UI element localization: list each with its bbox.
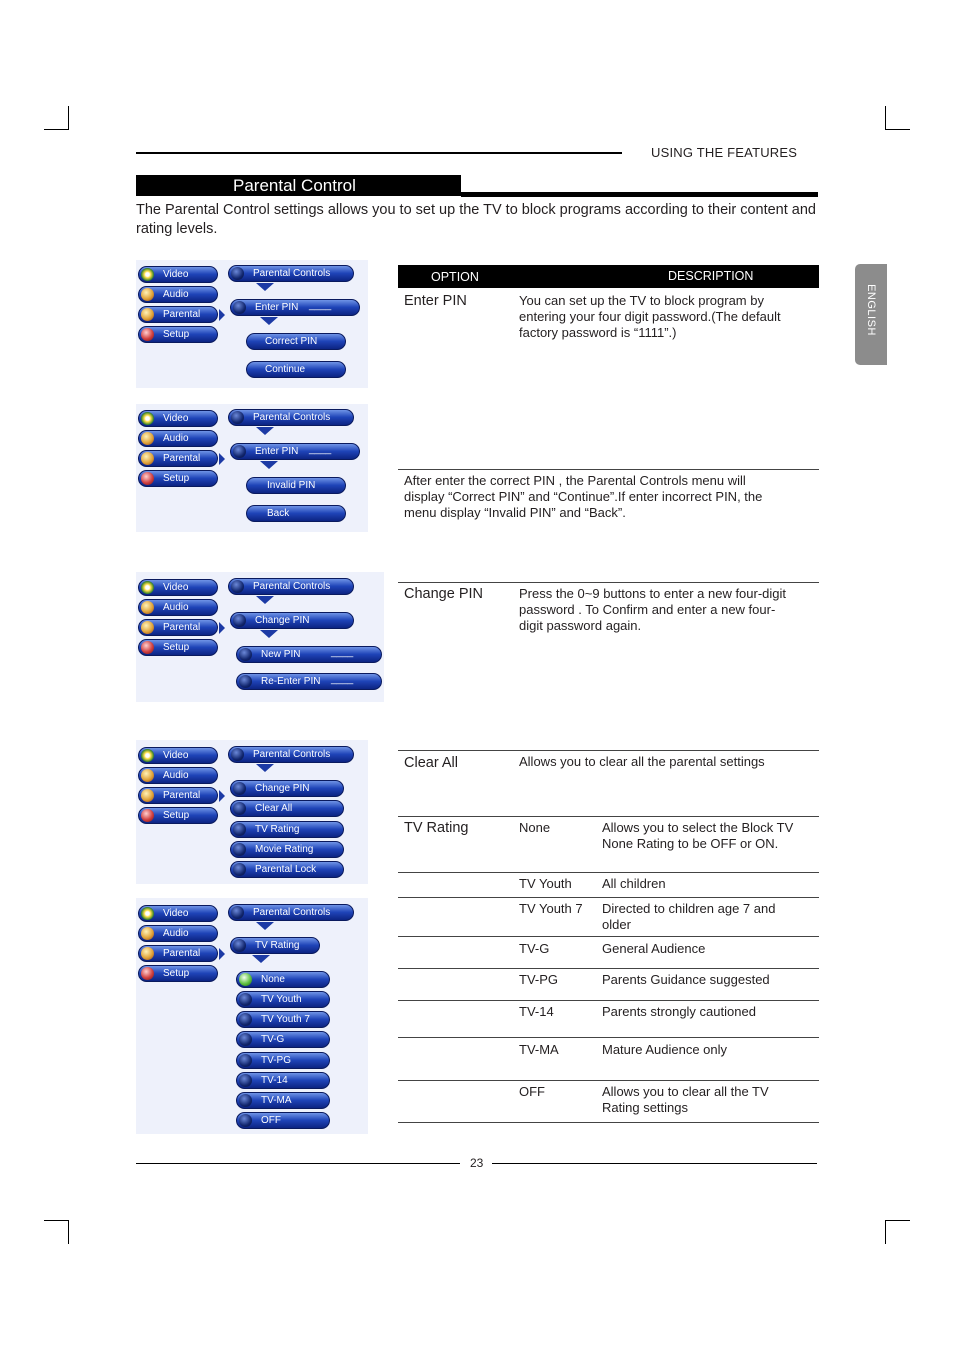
circle-icon [233,782,246,795]
menu-movie-rating: Movie Rating [230,841,344,858]
table-rule [398,750,819,751]
option-tv-rating: TV Rating [404,820,469,836]
menu-setup: Setup [138,807,218,824]
new-pin-field: New PIN ____ [236,646,382,663]
crop-mark [885,129,910,130]
menu-parental-lock: Parental Lock [230,861,344,878]
pin-blank: ____ [309,300,332,311]
rating-name: TV Youth [519,876,572,891]
crop-mark [68,1220,69,1244]
option-clear-all: Clear All [404,755,458,771]
table-rule [398,582,819,583]
circle-icon [239,993,252,1006]
arrow-right-icon [219,453,225,465]
arrow-down-icon [260,317,278,325]
menu-parental: Parental [138,945,218,962]
title-rule [461,192,818,197]
menu-audio: Audio [138,767,218,784]
audio-icon [141,769,154,782]
rating-name: TV-14 [519,1004,554,1019]
re-enter-pin-field: Re-Enter PIN ____ [236,673,382,690]
table-rule [398,1000,819,1001]
column-header-description: DESCRIPTION [668,269,754,283]
rating-off: OFF [236,1112,330,1129]
parental-icon [141,452,154,465]
change-pin-item: Change PIN [230,612,354,629]
rating-none: None [236,971,330,988]
description-enter-pin: You can set up the TV to block program by entering your four digit password.(The default factory password is “1111”.) [519,293,781,340]
table-rule [398,936,819,937]
footer-rule [492,1163,817,1164]
page-title-bar [136,175,461,196]
arrow-down-icon [256,596,274,604]
pin-blank: ____ [309,444,332,455]
table-rule [398,1080,819,1081]
parental-controls-title: Parental Controls [228,904,354,921]
menu-video: Video [138,905,218,922]
osd-enter-pin-invalid [136,404,368,532]
description-clear-all: Allows you to clear all the parental settings [519,754,765,769]
setup-icon [141,809,154,822]
osd-enter-pin-correct [136,260,368,388]
menu-audio: Audio [138,286,218,303]
parental-icon [141,308,154,321]
rating-description: Allows you to clear all the TV Rating settings [602,1084,769,1115]
arrow-right-icon [219,790,225,802]
rating-tv-pg: TV-PG [236,1052,330,1069]
arrow-right-icon [219,309,225,321]
arrow-down-icon [252,955,270,963]
rating-tv-g: TV-G [236,1031,330,1048]
crop-mark [44,1220,69,1221]
circle-icon [239,1033,252,1046]
table-rule [398,1037,819,1038]
arrow-down-icon [260,630,278,638]
menu-audio: Audio [138,430,218,447]
header-rule [136,152,622,154]
menu-setup: Setup [138,965,218,982]
parental-icon [141,947,154,960]
menu-video: Video [138,747,218,764]
language-tab [855,264,887,365]
enter-pin-field: Enter PIN ____ [230,299,360,316]
pin-note: After enter the correct PIN , the Parental Controls menu will display “Correct PIN” and “Continue”.If enter incorrect PIN, the menu display “Invalid PIN” and “Back”. [404,473,763,520]
menu-audio: Audio [138,925,218,942]
setup-icon [141,328,154,341]
osd-parental-menu [136,740,368,884]
video-icon [141,412,154,425]
rating-tv-14: TV-14 [236,1072,330,1089]
menu-setup: Setup [138,326,218,343]
section-heading: USING THE FEATURES [651,145,798,160]
enter-pin-field: Enter PIN ____ [230,443,360,460]
setup-icon [141,967,154,980]
option-change-pin: Change PIN [404,586,483,602]
rating-tv-youth: TV Youth [236,991,330,1008]
menu-video: Video [138,579,218,596]
circle-icon [239,1094,252,1107]
parental-controls-title: Parental Controls [228,265,354,282]
column-header-option: OPTION [431,270,479,284]
invalid-pin-button: Invalid PIN [246,477,346,494]
arrow-right-icon [219,622,225,634]
circle-icon [231,748,244,761]
osd-tv-rating [136,898,368,1134]
page-number: 23 [470,1156,484,1170]
crop-mark [885,1220,886,1244]
pin-blank: ____ [331,647,354,658]
circle-icon [233,614,246,627]
circle-icon [239,1054,252,1067]
continue-button: Continue [246,361,346,378]
circle-icon [239,1074,252,1087]
audio-icon [141,432,154,445]
arrow-down-icon [256,283,274,291]
circle-icon [231,411,244,424]
audio-icon [141,601,154,614]
pin-blank: ____ [331,674,354,685]
menu-video: Video [138,410,218,427]
circle-icon [231,267,244,280]
parental-controls-title: Parental Controls [228,409,354,426]
menu-clear-all: Clear All [230,800,344,817]
setup-icon [141,472,154,485]
rating-description: Parents strongly cautioned [602,1004,756,1019]
circle-icon [233,863,246,876]
table-rule [398,1122,819,1123]
menu-tv-rating: TV Rating [230,821,344,838]
description-change-pin: Press the 0~9 buttons to enter a new four-digit password . To Confirm and enter a new four-digit password again. [519,586,787,633]
arrow-right-icon [219,948,225,960]
circle-icon [231,580,244,593]
crop-mark [885,106,886,130]
table-rule [398,816,819,817]
crop-mark [885,1220,910,1221]
rating-name: TV-PG [519,972,559,987]
menu-audio: Audio [138,599,218,616]
language-tab-label: ENGLISH [865,284,877,336]
circle-icon [231,906,244,919]
table-rule [398,897,819,898]
arrow-down-icon [256,427,274,435]
rating-name: TV Youth 7 [519,901,583,916]
video-icon [141,268,154,281]
rating-description: Directed to children age 7 and older [602,901,776,932]
arrow-down-icon [260,461,278,469]
menu-setup: Setup [138,639,218,656]
osd-change-pin [136,572,384,702]
circle-icon [239,1013,252,1026]
menu-parental: Parental [138,787,218,804]
table-rule [398,872,819,873]
tv-rating-title: TV Rating [230,937,320,954]
table-rule [398,968,819,969]
menu-parental: Parental [138,306,218,323]
circle-icon [233,802,246,815]
circle-icon [239,675,252,688]
setup-icon [141,641,154,654]
arrow-down-icon [256,922,274,930]
video-icon [141,907,154,920]
menu-video: Video [138,266,218,283]
rating-name: None [519,820,551,835]
parental-controls-title: Parental Controls [228,746,354,763]
rating-description: General Audience [602,941,706,956]
menu-change-pin: Change PIN [230,780,344,797]
intro-text: The Parental Control settings allows you to set up the TV to block programs according to their content and rating levels. [136,202,816,237]
circle-icon [233,445,246,458]
circle-icon [233,301,246,314]
video-icon [141,581,154,594]
crop-mark [44,129,69,130]
footer-rule [136,1163,460,1164]
rating-name: TV-G [519,941,550,956]
rating-tv-ma: TV-MA [236,1092,330,1109]
rating-name: OFF [519,1084,545,1099]
video-icon [141,749,154,762]
table-header [398,265,819,288]
arrow-down-icon [256,764,274,772]
table-rule [398,469,819,470]
crop-mark [68,106,69,130]
correct-pin-button: Correct PIN [246,333,346,350]
circle-icon [233,939,246,952]
checkmark-icon [239,973,252,986]
circle-icon [233,843,246,856]
audio-icon [141,288,154,301]
parental-icon [141,789,154,802]
circle-icon [233,823,246,836]
rating-description: Parents Guidance suggested [602,972,770,987]
menu-parental: Parental [138,619,218,636]
menu-setup: Setup [138,470,218,487]
option-enter-pin: Enter PIN [404,293,467,309]
audio-icon [141,927,154,940]
circle-icon [239,1114,252,1127]
menu-parental: Parental [138,450,218,467]
rating-tv-youth-7: TV Youth 7 [236,1011,330,1028]
parental-controls-title: Parental Controls [228,578,354,595]
rating-description: Allows you to select the Block TV None Rating to be OFF or ON. [602,820,794,851]
rating-description: Mature Audience only [602,1042,728,1057]
back-button: Back [246,505,346,522]
circle-icon [239,648,252,661]
rating-description: All children [602,876,666,891]
page-title: Parental Control [233,176,356,195]
parental-icon [141,621,154,634]
rating-name: TV-MA [519,1042,559,1057]
